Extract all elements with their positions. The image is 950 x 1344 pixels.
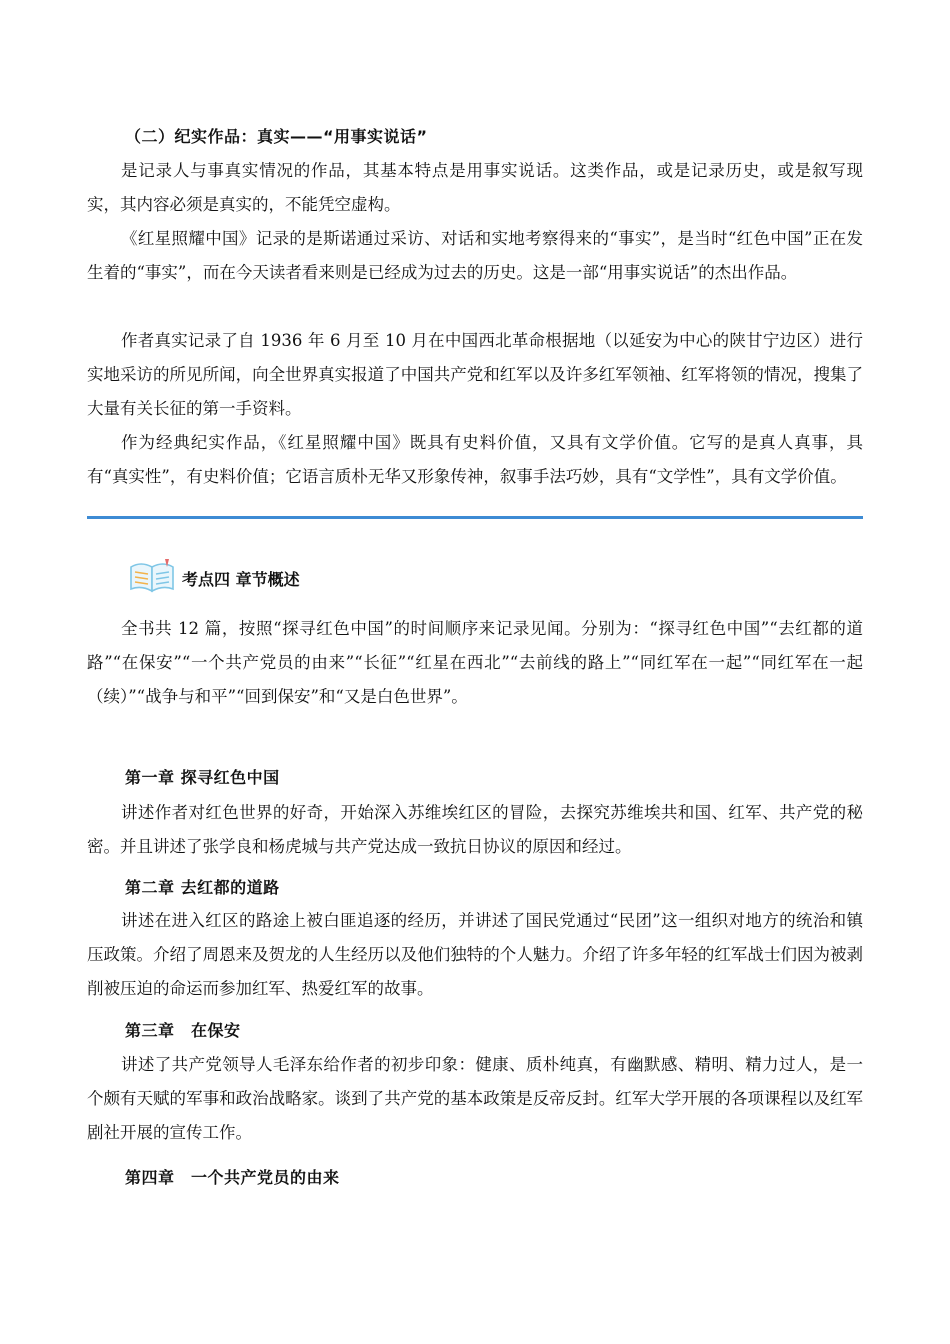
section-divider (87, 516, 863, 519)
paragraph: 作为经典纪实作品，《红星照耀中国》既具有史料价值，又具有文学价值。它写的是真人真事，具有“真实性”，有史料价值；它语言质朴无华又形象传神，叙事手法巧妙，具有“文学性”，具有文学价值。 (87, 433, 863, 486)
chapter-title: 第四章 一个共产党员的由来 (125, 1168, 340, 1187)
paragraph: 《红星照耀中国》记录的是斯诺通过采访、对话和实地考察得来的“事实”，是当时“红色中国”正在发生着的“事实”，而在今天读者看来则是已经成为过去的历史。这是一部“用事实说话”的杰出作品。 (87, 229, 863, 282)
paragraph: 作者真实记录了自 1936 年 6 月至 10 月在中国西北革命根据地（以延安为中心的陕甘宁边区）进行实地采访的所见所闻，向全世界真实报道了中国共产党和红军以及许多红军领袖、红军将领的情况，搜集了大量有关长征的第一手资料。 (87, 331, 863, 418)
chapter-summary: 讲述了共产党领导人毛泽东给作者的初步印象：健康、质朴纯真，有幽默感、精明、精力过人，是一个颇有天赋的军事和政治战略家。谈到了共产党的基本政策是反帝反封。红军大学开展的各项课程以及红军剧社开展的宣传工作。 (87, 1055, 863, 1142)
chapter-title: 第二章 去红都的道路 (125, 878, 280, 897)
chapter-summary: 讲述作者对红色世界的好奇，开始深入苏维埃红区的冒险，去探究苏维埃共和国、红军、共产党的秘密。并且讲述了张学良和杨虎城与共产党达成一致抗日协议的原因和经过。 (87, 803, 863, 856)
chapter-summary: 讲述在进入红区的路途上被白匪追逐的经历，并讲述了国民党通过“民团”这一组织对地方的统治和镇压政策。介绍了周恩来及贺龙的人生经历以及他们独特的个人魅力。介绍了许多年轻的红军战士们因为被剥削被压迫的命运而参加红军、热爱红军的故事。 (87, 911, 863, 998)
chapter-title: 第三章 在保安 (125, 1021, 241, 1040)
chapter-title: 第一章 探寻红色中国 (125, 768, 280, 787)
section-heading: （二）纪实作品：真实——“用事实说话” (125, 127, 428, 146)
paragraph: 是记录人与事真实情况的作品，其基本特点是用事实说话。这类作品，或是记录历史，或是叙写现实，其内容必须是真实的，不能凭空虚构。 (87, 161, 863, 214)
open-book-icon (127, 555, 177, 595)
intro-paragraph: 全书共 12 篇，按照“探寻红色中国”的时间顺序来记录见闻。分别为：“探寻红色中国”“去红都的道路”“在保安”“一个共产党员的由来”“长征”“红星在西北”“去前线的路上”“同红军在一起”“同红军在一起（续）”“战争与和平”“回到保安”和“又是白色世界”。 (87, 619, 863, 706)
kaodian-title: 考点四 章节概述 (182, 570, 300, 589)
